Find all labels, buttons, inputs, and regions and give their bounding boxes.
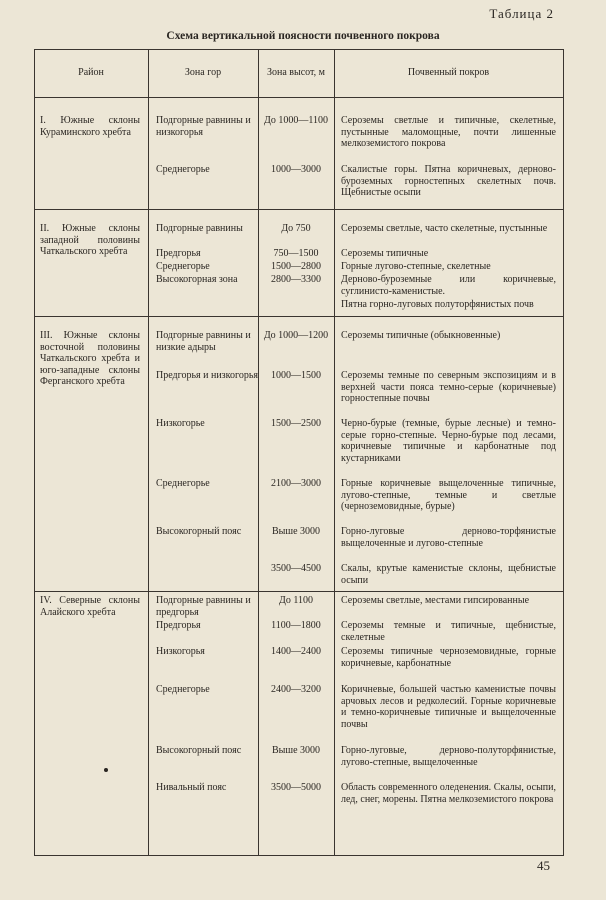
header-bottom-rule [34,97,564,98]
height-cell: 1000—3000 [271,164,321,175]
height-cell: 1500—2500 [271,418,321,429]
height-cell: Выше 3000 [271,745,321,756]
soil-cell: Горно-луговые, дерново-полуторфянистые, лугово-степные, выщелоченные [341,745,556,768]
zone-cell: Среднегорье [156,164,210,175]
height-cell: 1400—2400 [271,646,321,657]
ink-dot [104,768,108,772]
soil-cell: Сероземы светлые и типичные, скелетные, пустынные маломощные, почти лишенные мелкоземистого покрова [341,115,556,150]
zone-cell: Высокогорная зона [156,274,238,285]
height-cell: До 1000—1200 [263,330,329,341]
soil-cell: Сероземы светлые, местами гипсированные [341,595,530,606]
header-soil: Почвенный покров [407,67,490,78]
soil-cell: Горные лугово-степные, скелетные [341,261,491,272]
column-divider-3 [334,49,335,856]
soil-cell: Дерново-буроземные или коричневые, суглинисто-каменистые. [341,274,556,297]
region-cell: IV. Северные склоны Алайского хребта [40,595,140,618]
soil-cell: Пятна горно-луговых полуторфянистых почв [341,299,534,310]
height-cell: 2100—3000 [271,478,321,489]
height-cell: 3500—5000 [271,782,321,793]
soil-cell: Сероземы темные по северным экспозициям и в верхней части пояса темно-серые (коричневые) горностепные почвы [341,370,556,405]
region-cell: I. Южные склоны Кураминского хребта [40,115,140,138]
height-cell: 3500—4500 [271,563,321,574]
row-divider-1 [34,209,564,210]
height-cell: 750—1500 [273,248,319,259]
zone-cell: Подгорные равнины и предгорья [156,595,251,618]
header-zone: Зона гор [184,67,222,78]
zone-cell: Низкогорье [156,418,205,429]
zone-cell: Среднегорье [156,261,210,272]
table-number: Таблица 2 [489,6,554,21]
page-number: 45 [537,858,550,873]
soil-cell: Сероземы темные и типичные, щебнистые, скелетные [341,620,556,643]
row-divider-2 [34,316,564,317]
table-right-rule [563,49,564,856]
height-cell: Выше 3000 [271,526,321,537]
zone-cell: Среднегорье [156,478,210,489]
column-divider-2 [258,49,259,856]
zone-cell: Высокогорный пояс [156,745,242,756]
soil-cell: Сероземы типичные [341,248,429,259]
zone-cell: Предгорья и низкогорья [156,370,258,381]
soil-cell: Сероземы типичные черноземовидные, горные коричневые, карбонатные [341,646,556,669]
height-cell: 1500—2800 [271,261,321,272]
header-height: Зона высот, м [267,67,325,78]
zone-cell: Среднегорье [156,684,210,695]
soil-cell: Область современного оледенения. Скалы, осыпи, лед, снег, морены. Пятна мелкоземистого покрова [341,782,556,805]
region-cell: II. Южные склоны западной половины Чаткальского хребта [40,223,140,258]
height-cell: До 1000—1100 [264,115,328,126]
zone-cell: Предгорья [156,620,201,631]
height-cell: 2400—3200 [271,684,321,695]
height-cell: До 750 [281,223,311,234]
header-region: Район [78,67,104,78]
soil-cell: Коричневые, большей частью каменистые почвы арчовых лесов и редколесий. Горные коричневые и темно-коричневые типичные и выщелоченные почвы [341,684,556,730]
zone-cell: Предгорья [156,248,201,259]
soil-cell: Горно-луговые дерново-торфянистые выщелоченные и лугово-степные [341,526,556,549]
soil-cell: Сероземы светлые, часто скелетные, пустынные [341,223,548,234]
height-cell: 1000—1500 [271,370,321,381]
soil-cell: Скалы, крутые каменистые склоны, щебнистые осыпи [341,563,556,586]
region-cell: III. Южные склоны восточной половины Чаткальского хребта и юго-западные склоны Ферганского хребта [40,330,140,388]
zone-cell: Подгорные равнины [156,223,243,234]
zone-cell: Подгорные равнины и низкие адыры [156,330,251,353]
column-divider-1 [148,49,149,856]
soil-zonation-table [34,49,564,856]
height-cell: 2800—3300 [271,274,321,285]
row-divider-3 [34,591,564,592]
zone-cell: Нивальный пояс [156,782,227,793]
table-bottom-rule [34,855,564,856]
soil-cell: Скалистые горы. Пятна коричневых, дерново-буроземных горностепных скелетных почв. Щебнистые осыпи [341,164,556,199]
height-cell: До 1100 [279,595,313,606]
soil-cell: Черно-бурые (темные, бурые лесные) и темно-серые горно-степные. Черно-бурые под лесами, коричневые типичные и карбонатные под кустарниками [341,418,556,464]
table-title: Схема вертикальной поясности почвенного покрова [166,30,440,42]
zone-cell: Подгорные равнины и низкогорья [156,115,251,138]
soil-cell: Горные коричневые выщелоченные типичные, лугово-степные, темные и светлые (черноземовидные, бурые) [341,478,556,513]
table-left-rule [34,49,35,856]
zone-cell: Высокогорный пояс [156,526,242,537]
soil-cell: Сероземы типичные (обыкновенные) [341,330,501,341]
height-cell: 1100—1800 [271,620,321,631]
zone-cell: Низкогорья [156,646,205,657]
